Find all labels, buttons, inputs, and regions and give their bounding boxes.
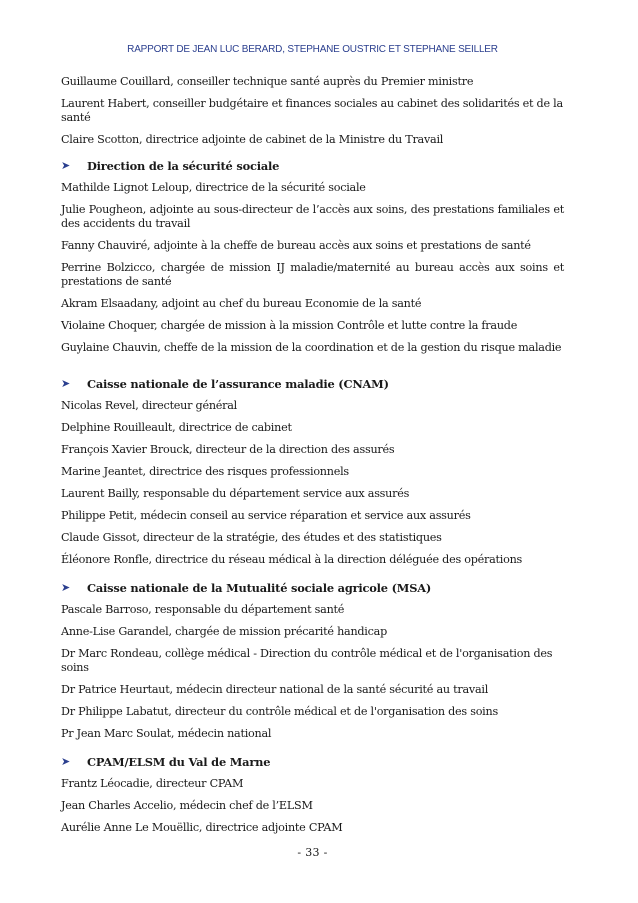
- list-item: Frantz Léocadie, directeur CPAM: [61, 777, 244, 790]
- page-number: - 33 -: [297, 846, 328, 859]
- page-content: [61, 75, 564, 843]
- list-item: Mathilde Lignot Leloup, directrice de la sécurité sociale: [61, 181, 366, 194]
- list-item: Dr Marc Rondeau, collège médical - Direction du contrôle médical et de l'organisation des soins: [61, 647, 553, 674]
- list-item: Violaine Choquer, chargée de mission à la mission Contrôle et lutte contre la fraude: [61, 319, 518, 332]
- list-item: Dr Patrice Heurtaut, médecin directeur national de la santé sécurité au travail: [61, 683, 489, 696]
- list-item: Laurent Habert, conseiller budgétaire et finances sociales au cabinet des solidarités et de la santé: [61, 97, 563, 124]
- section-msa: [61, 581, 564, 741]
- section-heading: [61, 377, 564, 391]
- list-item: Claire Scotton, directrice adjointe de cabinet de la Ministre du Travail: [61, 133, 444, 146]
- section-title: Direction de la sécurité sociale: [87, 159, 280, 173]
- list-item: Laurent Bailly, responsable du département service aux assurés: [61, 487, 410, 500]
- running-header: RAPPORT DE JEAN LUC BERARD, STEPHANE OUSTRIC ET STEPHANE SEILLER: [127, 44, 498, 55]
- section-cpam: [61, 755, 564, 835]
- list-item: Perrine Bolzicco, chargée de mission IJ maladie/maternité au bureau accès aux soins et prestations de santé: [61, 261, 564, 288]
- section-dss: [61, 159, 564, 355]
- document-page: [61, 0, 564, 903]
- section-title: Caisse nationale de la Mutualité sociale agricole (MSA): [87, 581, 432, 595]
- list-item: Claude Gissot, directeur de la stratégie, des études et des statistiques: [61, 531, 442, 544]
- intro-list: [61, 75, 564, 147]
- list-item: François Xavier Brouck, directeur de la direction des assurés: [61, 443, 395, 456]
- list-item: Akram Elsaadany, adjoint au chef du bureau Economie de la santé: [61, 297, 422, 310]
- section-heading: [61, 581, 564, 595]
- arrow-bullet-icon: ➤: [61, 159, 71, 172]
- list-item: Pascale Barroso, responsable du département santé: [61, 603, 345, 616]
- list-item: Marine Jeantet, directrice des risques professionnels: [61, 465, 349, 478]
- list-item: Guillaume Couillard, conseiller technique santé auprès du Premier ministre: [61, 75, 474, 88]
- list-item: Guylaine Chauvin, cheffe de la mission de la coordination et de la gestion du risque maladie: [61, 341, 562, 354]
- list-item: Fanny Chauviré, adjointe à la cheffe de bureau accès aux soins et prestations de santé: [61, 239, 531, 252]
- list-item: Julie Pougheon, adjointe au sous-directeur de l’accès aux soins, des prestations familiales et des accidents du travail: [61, 203, 564, 230]
- list-item: Dr Philippe Labatut, directeur du contrôle médical et de l'organisation des soins: [61, 705, 498, 718]
- list-item: Pr Jean Marc Soulat, médecin national: [61, 727, 272, 740]
- list-item: Philippe Petit, médecin conseil au service réparation et service aux assurés: [61, 509, 471, 522]
- arrow-bullet-icon: ➤: [61, 377, 71, 390]
- list-item: Éléonore Ronfle, directrice du réseau médical à la direction déléguée des opérations: [61, 553, 523, 566]
- section-title: Caisse nationale de l’assurance maladie (CNAM): [87, 377, 389, 391]
- list-item: Anne-Lise Garandel, chargée de mission précarité handicap: [61, 625, 387, 638]
- list-item: Aurélie Anne Le Mouëllic, directrice adjointe CPAM: [61, 821, 343, 834]
- section-heading: [61, 755, 564, 769]
- section-heading: [61, 159, 564, 173]
- section-cnam: [61, 377, 564, 567]
- list-item: Nicolas Revel, directeur général: [61, 399, 237, 412]
- section-title: CPAM/ELSM du Val de Marne: [87, 755, 271, 769]
- arrow-bullet-icon: ➤: [61, 755, 71, 768]
- list-item: Delphine Rouilleault, directrice de cabinet: [61, 421, 292, 434]
- arrow-bullet-icon: ➤: [61, 581, 71, 594]
- list-item: Jean Charles Accelio, médecin chef de l’ELSM: [61, 799, 313, 812]
